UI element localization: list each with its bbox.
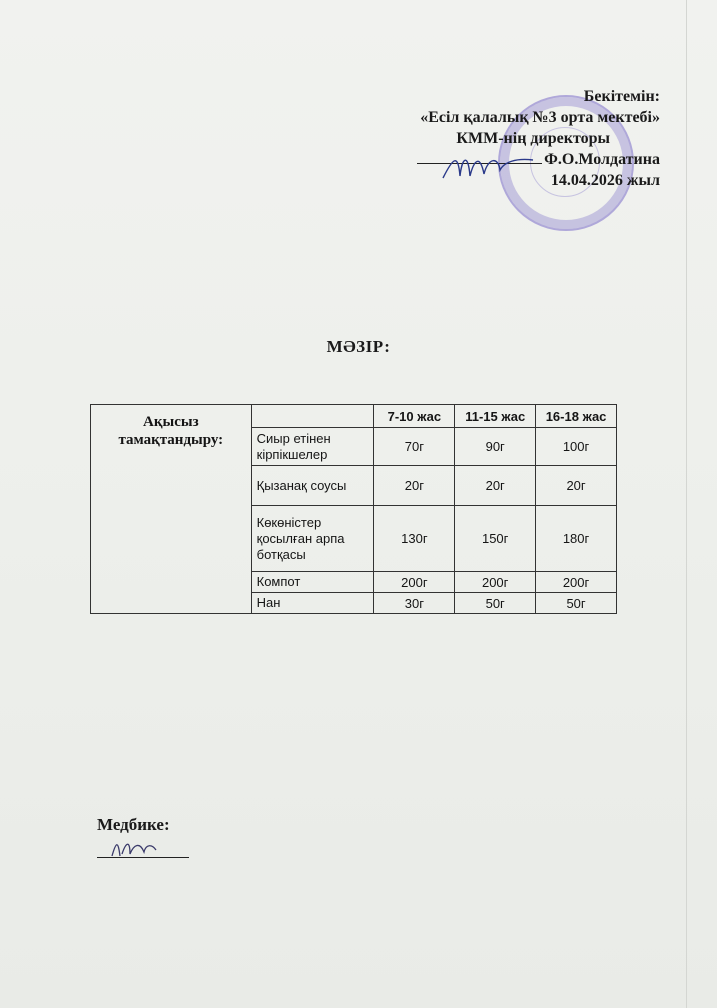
- portion-value: 50г: [536, 593, 617, 614]
- approval-block: [417, 86, 660, 191]
- portion-value: 20г: [536, 466, 617, 506]
- age-header-11-15: 11-15 жас: [455, 405, 536, 428]
- approved-label: Бекітемін:: [583, 88, 660, 105]
- dish-name: Көкөністер қосылған арпа ботқасы: [251, 506, 374, 572]
- dish-name: Сиыр етінен кірпікшелер: [251, 428, 374, 466]
- table-header-row: [91, 405, 617, 428]
- school-name: «Есіл қалалық №3 орта мектебі»: [420, 109, 660, 126]
- nurse-label: Медбике:: [97, 815, 170, 834]
- portion-value: 20г: [374, 466, 455, 506]
- nurse-signature-underline: [97, 857, 189, 858]
- approval-date: 14.04.2026 жыл: [550, 172, 660, 189]
- director-name: Ф.О.Молдатина: [544, 151, 660, 168]
- signature-underline: [417, 163, 542, 164]
- portion-value: 20г: [455, 466, 536, 506]
- page-title: МӘЗІР:: [326, 337, 391, 356]
- dish-name: Компот: [251, 572, 374, 593]
- dish-name: Қызанақ соусы: [251, 466, 374, 506]
- portion-value: 150г: [455, 506, 536, 572]
- director-title: КММ-нің директоры: [456, 130, 610, 147]
- portion-value: 100г: [536, 428, 617, 466]
- header-empty-cell: [251, 405, 374, 428]
- portion-value: 70г: [374, 428, 455, 466]
- portion-value: 30г: [374, 593, 455, 614]
- portion-value: 200г: [536, 572, 617, 593]
- category-cell: Ақысыз тамақтандыру:: [91, 405, 252, 614]
- portion-value: 130г: [374, 506, 455, 572]
- portion-value: 200г: [374, 572, 455, 593]
- age-header-16-18: 16-18 жас: [536, 405, 617, 428]
- portion-value: 90г: [455, 428, 536, 466]
- director-signature-line: [417, 149, 660, 170]
- age-header-7-10: 7-10 жас: [374, 405, 455, 428]
- portion-value: 50г: [455, 593, 536, 614]
- menu-table: [90, 404, 617, 614]
- dish-name: Нан: [251, 593, 374, 614]
- page-fold: [686, 0, 687, 1008]
- portion-value: 200г: [455, 572, 536, 593]
- portion-value: 180г: [536, 506, 617, 572]
